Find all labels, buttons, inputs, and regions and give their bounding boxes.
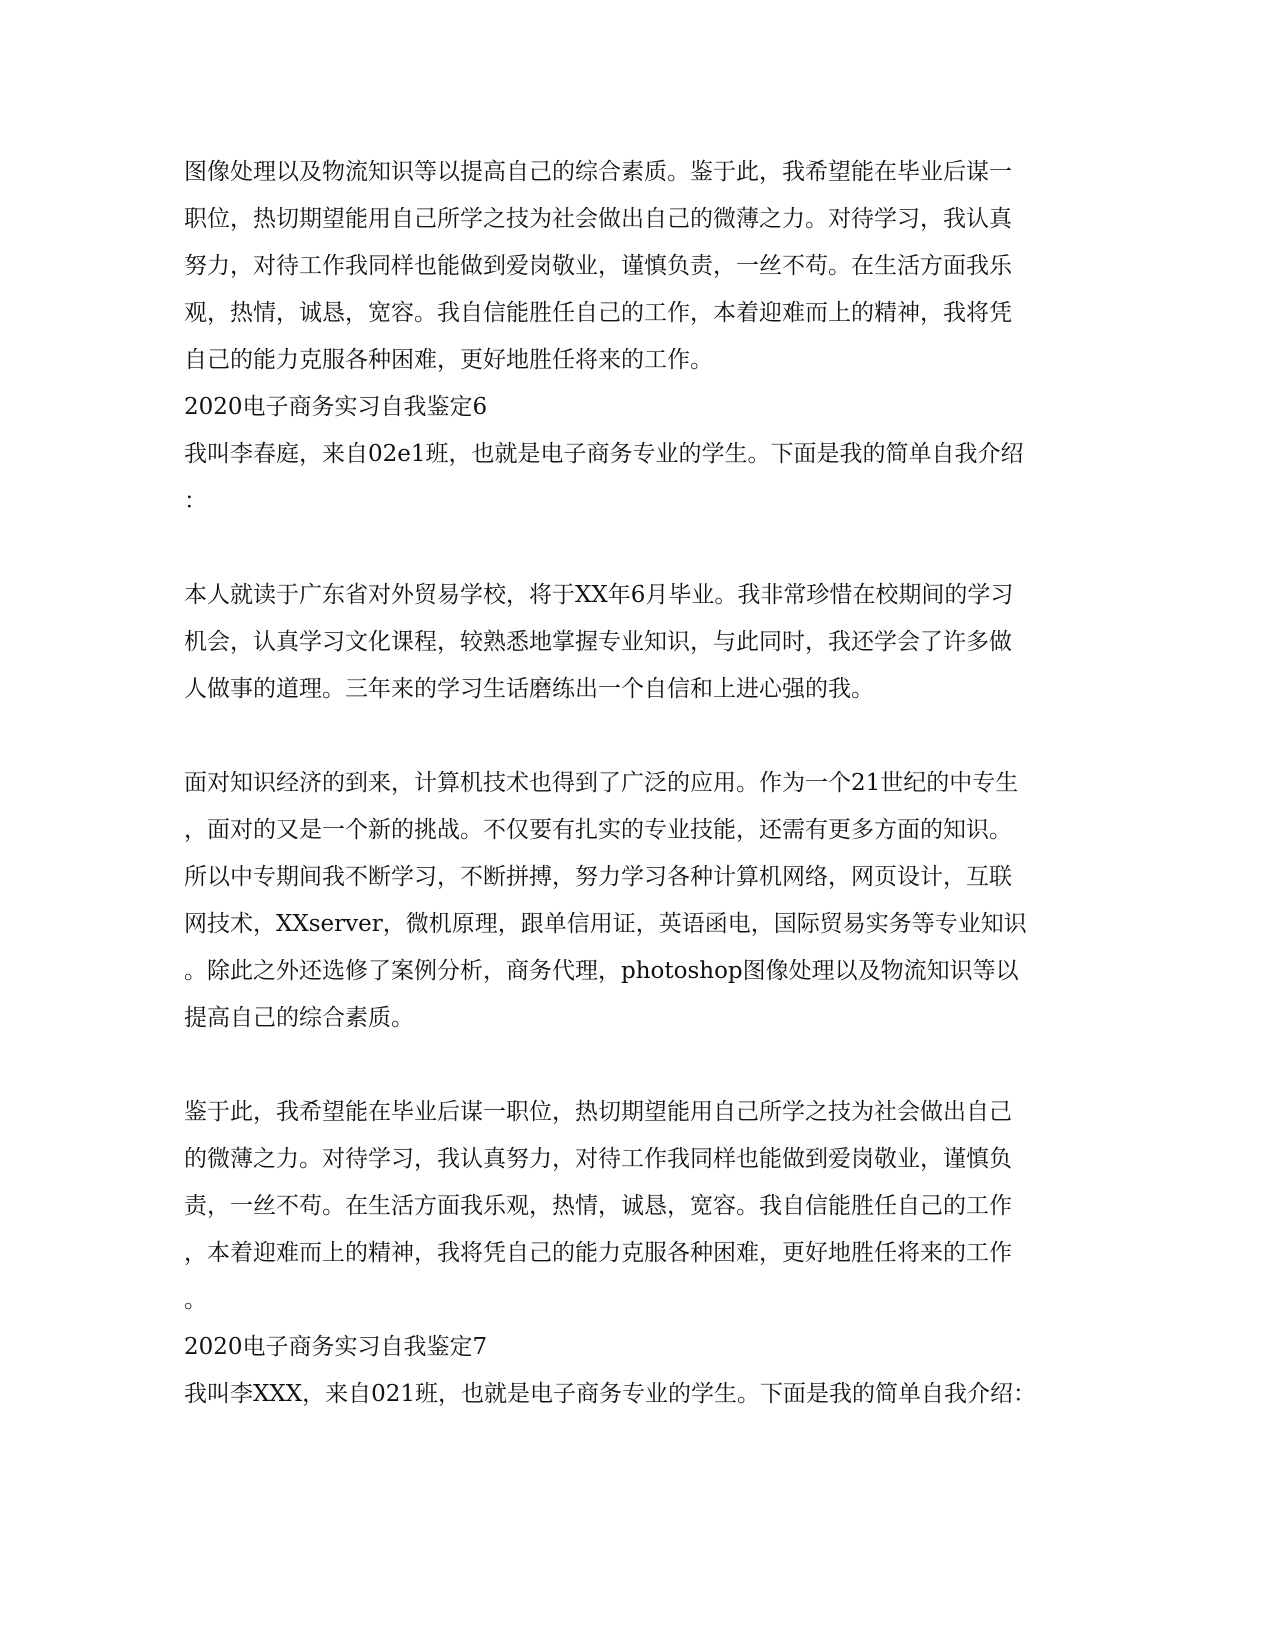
paragraph-line: 机会，认真学习文化课程，较熟悉地掌握专业知识，与此同时，我还学会了许多做 bbox=[184, 629, 1012, 655]
paragraph-line: 网技术，XXserver，微机原理，跟单信用证，英语函电，国际贸易实务等专业知识 bbox=[184, 911, 1027, 937]
paragraph-line: 自己的能力克服各种困难，更好地胜任将来的工作。 bbox=[184, 347, 713, 373]
section-heading: 2020电子商务实习自我鉴定7 bbox=[184, 1334, 488, 1360]
paragraph-line: 图像处理以及物流知识等以提高自己的综合素质。鉴于此，我希望能在毕业后谋一 bbox=[184, 159, 1012, 185]
paragraph-line: 责，一丝不苟。在生活方面我乐观，热情，诚恳，宽容。我自信能胜任自己的工作 bbox=[184, 1193, 1012, 1219]
paragraph-line: ，本着迎难而上的精神，我将凭自己的能力克服各种困难，更好地胜任将来的工作 bbox=[184, 1240, 1012, 1266]
paragraph-line: 努力，对待工作我同样也能做到爱岗敬业，谨慎负责，一丝不苟。在生活方面我乐 bbox=[184, 253, 1012, 279]
paragraph-line: 的微薄之力。对待学习，我认真努力，对待工作我同样也能做到爱岗敬业，谨慎负 bbox=[184, 1146, 1012, 1172]
paragraph-line: 面对知识经济的到来，计算机技术也得到了广泛的应用。作为一个21世纪的中专生 bbox=[184, 770, 1019, 796]
paragraph-line: 职位，热切期望能用自己所学之技为社会做出自己的微薄之力。对待学习，我认真 bbox=[184, 206, 1012, 232]
paragraph-line: 鉴于此，我希望能在毕业后谋一职位，热切期望能用自己所学之技为社会做出自己 bbox=[184, 1099, 1012, 1125]
paragraph-line: 我叫李春庭，来自02e1班，也就是电子商务专业的学生。下面是我的简单自我介绍 bbox=[184, 441, 1024, 467]
paragraph-line: 。 bbox=[184, 1287, 207, 1313]
paragraph-line: 。除此之外还选修了案例分析，商务代理，photoshop图像处理以及物流知识等以 bbox=[184, 958, 1019, 984]
section-heading: 2020电子商务实习自我鉴定6 bbox=[184, 394, 488, 420]
paragraph-line: ： bbox=[184, 488, 207, 514]
paragraph-line: 所以中专期间我不断学习，不断拼搏，努力学习各种计算机网络，网页设计，互联 bbox=[184, 864, 1012, 890]
paragraph-line: 本人就读于广东省对外贸易学校，将于XX年6月毕业。我非常珍惜在校期间的学习 bbox=[184, 582, 1014, 608]
paragraph-line: 提高自己的综合素质。 bbox=[184, 1005, 414, 1031]
paragraph-line: 我叫李XXX，来自021班，也就是电子商务专业的学生。下面是我的简单自我介绍： bbox=[184, 1381, 1037, 1407]
paragraph-line: ，面对的又是一个新的挑战。不仅要有扎实的专业技能，还需有更多方面的知识。 bbox=[184, 817, 1012, 843]
paragraph-line: 人做事的道理。三年来的学习生话磨练出一个自信和上进心强的我。 bbox=[184, 676, 874, 702]
paragraph-line: 观，热情，诚恳，宽容。我自信能胜任自己的工作，本着迎难而上的精神，我将凭 bbox=[184, 300, 1012, 326]
